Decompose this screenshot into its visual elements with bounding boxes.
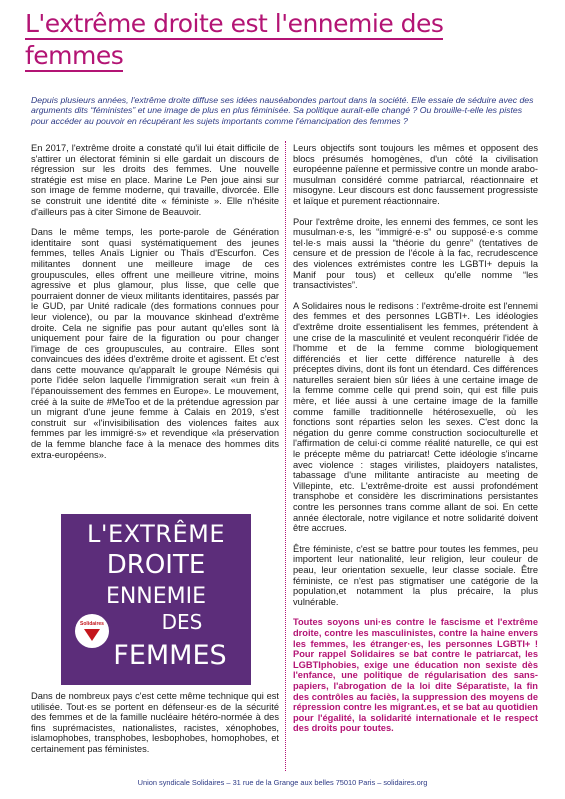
title-line-1: L'extrême droite est l'ennemie des [25,9,444,38]
poster-image [61,514,251,685]
logo-text: Solidaires [80,620,104,627]
right-paragraph-4: Être féministe, c'est se battre pour toutes les femmes, peu importent leur nationalité, leur religion, leur couleur de peau, leur orientation sexuelle, leur classe sociale. Être féministe, ce n'est pas stigmatiser une catégorie de la population,et notamment la plus précaire, la plus vulnérable. [293,543,538,607]
triangle-icon [84,629,100,641]
poster-line-3: ENNEMIE [105,584,207,609]
column-divider [285,141,286,771]
poster-line-5: FEMMES [113,640,227,671]
right-paragraph-2: Pour l'extrême droite, les ennemi des femmes, ce sont les musulman·e·s, les “immigré·e·s” ou supposé·e·s comme tel·le·s mais aussi la “théorie du genre” (tentatives de censure et de pression de l'école à la fac, recrudescence des violences extrémistes contre les LGBTI+ depuis la Manif pour tous) et celleux qu'elle nomme “les transactivistes”. [293,216,538,291]
page-title [25,8,545,72]
left-paragraph-2: Dans le même temps, les porte-parole de Génération identitaire sont quasi systématiquement des jeunes femmes, telles Anaïs Lignier ou Thaïs d'Escurfon. Ces militantes donnent une meilleure image de ces groupuscules, elles offrent une meilleure vitrine, moins agressive et plus glamour, plus lisse, que celle que pourraient donner de vieux militants identitaires, passés par le GUD, par Unité radicale (des formations connues pour leur violence), ou par la mouvance skinhead d'extrême droite. Cela ne signifie pas pour autant qu'elles sont là uniquement pour faire de la figuration ou pour changer l'image de ces groupuscules, au contraire. Elles sont convaincues des idées d'extrême droite et agissent. Et c'est dans cette mouvance qu'apparaît le groupe Némésis qui porte l'idée selon laquelle l'immigration serait «un frein à l'épanouissement des femmes en Europe». Le mouvement, créé à la suite de #MeToo et de la prétendue agression par un migrant d'une jeune femme à Calais en 2019, s'est construit sur «l'invisibilisation des violences faites aux femmes par les immigré·s» et revendique «la préservation de la femme blanche face à la menace des hommes dits extra-européens». [31,227,279,460]
callout-paragraph: Toutes soyons uni·es contre le fascisme et l'extrême droite, contre les masculinistes, contre la haine envers les femmes, les étranger·es, les personnes LGBTI+ ! Pour rappel Solidaires se bat contre le patriarcat, les LGBTIphobies, exige une éducation non sexiste dès l'enfance, une politique de régularisation des sans-papiers, l'abrogation de la loi dite Séparatiste, la fin des contrôles au faciès, la suppression des moyens de répression contre les migrant.es, et se bat au quotidien pour l'égalité, la solidarité internationale et le respect des droits pour toutes. [293,617,538,734]
left-bottom-paragraph: Dans de nombreux pays c'est cette même technique qui est utilisée. Tout·es se portent en défenseur·es de la sécurité des femmes et de la famille nucléaire hétéro-normée à des fins suprémacistes, nationalistes, racistes, xénophobes, islamophobes, transphobes, lesbophobes, homophobes, et certainement pas féministes. [31,691,279,754]
intro-paragraph: Depuis plusieurs années, l'extrême droite diffuse ses idées nauséabondes partout dans la société. Elle essaie de séduire avec des arguments dits “féministes” et une image de plus en plus féminisée. Sa politique aurait-elle changé ? Ou brouille-t-elle les pistes pour accéder au pouvoir en récupérant les sujets importants comme l'émancipation des femmes ? [31,95,534,126]
poster-line-4: DES [161,610,203,634]
right-paragraph-1: Leurs objectifs sont toujours les mêmes et opposent des blocs présumés homogènes, d'un côté la civilisation européenne païenne et permissive contre un monde arabo-musulman considéré comme patriarcal, réactionnaire et misogyne. Leur discours est donc faussement progressiste et laïque et purement réactionnaire. [293,143,538,206]
right-paragraph-3: A Solidaires nous le redisons : l'extrême-droite est l'ennemi des femmes et des personnes LGBTI+. Les idéologies d'extrême droite essentialisent les femmes, prétendent à une crise de la masculinité et veulent reconquérir l'idée de l'homme et de la femme comme biologiquement différenciés et lier cette différence naturelle à des préceptes divins, dont ils font un étendard. Ces différences naturelles seraient bien sûr liées à une certaine image de la femme comme celle qui prend soin, qui est fille puis mère, et liée aussi à une certaine image de la famille comme famille traditionnelle hétérosexuelle, où les fonctions sont réparties selon les sexes. C'est donc la négation du genre comme construction socioculturelle et l'affirmation de celui·ci comme réalité naturelle, ce qui est le précepte même du patriarcat! Cette idéologie s'incarne avec violence : stages virilistes, plaidoyers natalistes, tabassage d'une militante antiraciste au meeting de Villepinte, etc. L'extrême-droite est aussi profondément transphobe et considère les discriminations persistantes contre les personnes trans comme allant de soi. En cette année électorale, notre vigilance et notre solidarité doivent être accrues. [293,300,538,534]
title-line-2: femmes [25,41,124,70]
solidaires-logo-icon [75,614,109,648]
left-paragraph-1: En 2017, l'extrême droite a constaté qu'il lui était difficile de s'attirer un électorat féminin si elle gardait un discours de régression sur les droits des femmes. Une nouvelle stratégie est mise en place. Marine Le Pen joue ainsi sur son image de femme moderne, qui travaille, divorcée. Elle se construit une identité dite « féministe ». Elle n'hésite d'ailleurs pas à citer Simone de Beauvoir. [31,143,279,217]
poster-line-2: DROITE [106,550,206,580]
right-column [293,143,538,744]
left-column [31,143,279,470]
footer: Union syndicale Solidaires – 31 rue de la Grange aux belles 75010 Paris – solidaires.org [137,778,428,787]
poster-line-1: L'EXTRÊME [86,520,226,548]
